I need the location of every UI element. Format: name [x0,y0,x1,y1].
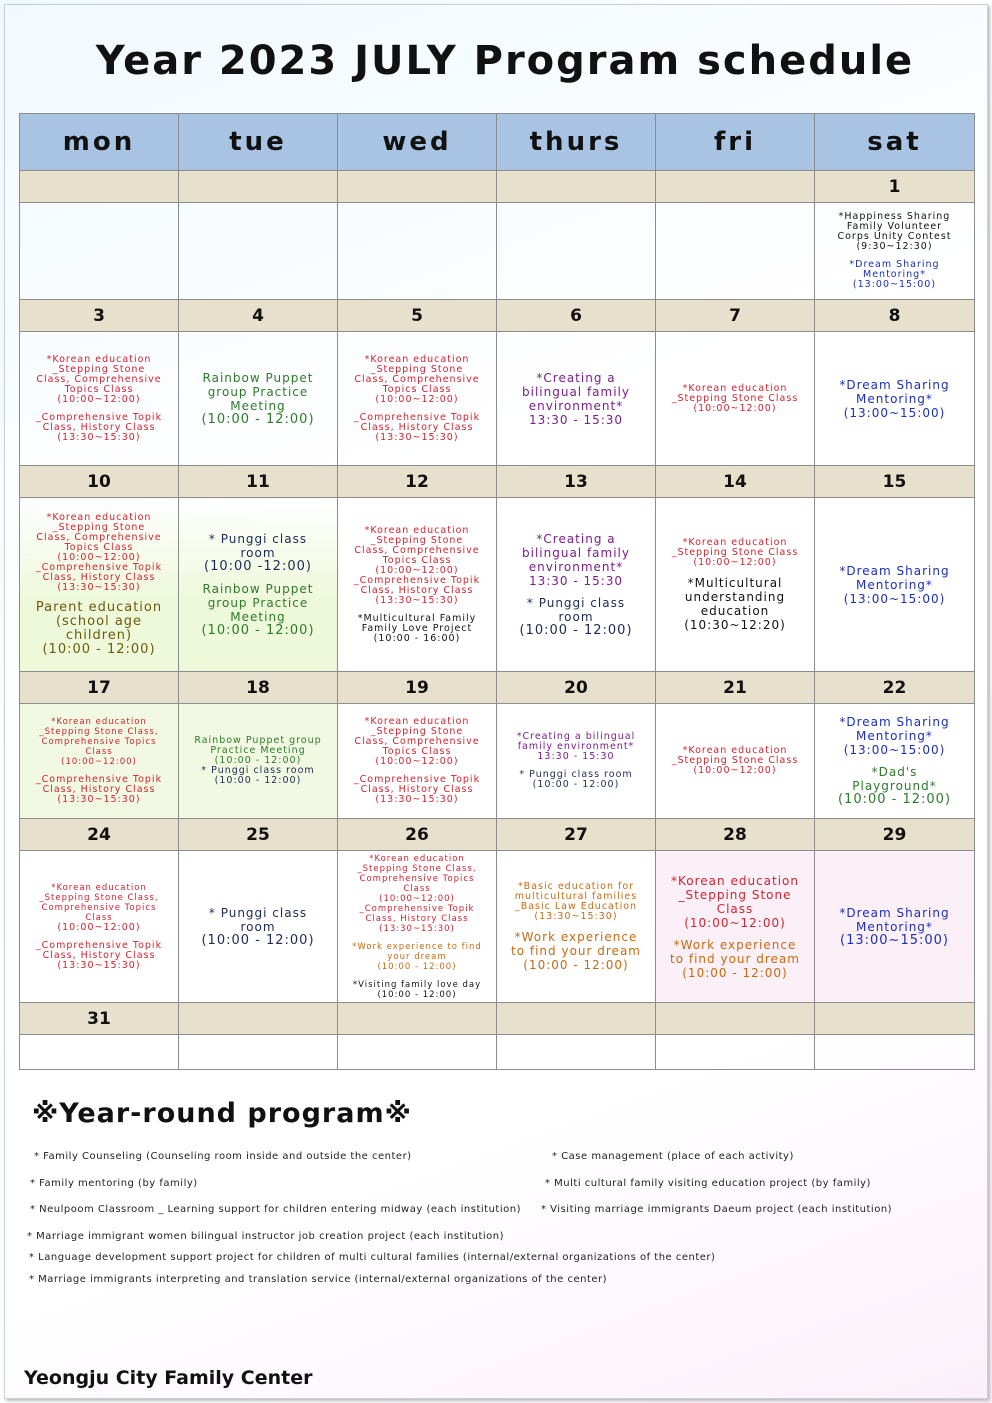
spacer [497,922,655,930]
date-number [497,1003,656,1035]
event-line: _Comprehensive Topik [35,939,163,951]
event-line: (13:30~15:30) [57,794,141,805]
event-line: Class [403,883,431,894]
event-line: Class [85,747,113,757]
date-number [338,171,497,203]
event-line: Class, Comprehensive [354,373,480,385]
event-line: *Dream Sharing [839,377,950,392]
date-number-row [20,1003,975,1035]
date-number [179,171,338,203]
event-line: (10:00~12:00) [375,564,459,576]
event-line: *Creating a [536,531,616,546]
event-line: (10:00 - 12:00) [214,755,302,766]
date-number: 10 [20,466,179,498]
spacer [338,934,496,942]
year-round-item: * Family mentoring (by family) [30,1178,198,1189]
day-cell [20,203,179,300]
event-line: (10:00 - 12:00) [42,641,156,657]
event-line: Meeting [230,398,286,413]
day-cell [179,332,338,466]
event-line: * Punggi class [526,595,626,610]
day-cell [20,1035,179,1070]
event-line: (10:00 - 12:00) [201,932,315,948]
event-line: group Practice [207,595,309,610]
event-line: (10:00 - 12:00) [837,792,952,807]
event-line: Practice Meeting [210,745,306,756]
event-line: _Stepping Stone [370,726,464,737]
event-line: *Happiness Sharing [838,211,951,222]
spacer [497,588,655,596]
day-cell [179,498,338,672]
event-line: 13:30 - 15:30 [528,573,624,588]
event-line: *Basic education for [517,880,635,892]
event-line: (13:00~15:00) [843,405,946,420]
event-line: Playground* [852,779,937,793]
event-line: 13:30 - 15:30 [528,412,624,427]
date-number: 27 [497,819,656,851]
events-row [20,851,975,1003]
event-line: room [240,919,276,934]
date-number [20,171,179,203]
event-line: Rainbow Puppet [202,370,314,385]
day-cell [497,1035,656,1070]
event-line: Family Volunteer [846,221,943,232]
event-line: (13:30~15:30) [375,794,459,805]
date-number: 21 [656,672,815,704]
event-line: (10:30~12:20) [684,617,786,632]
event-line: Mentoring* [856,729,933,743]
day-cell [20,704,179,819]
event-line: _Stepping Stone Class [671,755,799,766]
event-line: Comprehensive Topics [41,902,157,913]
date-number: 25 [179,819,338,851]
event-line: (10:00 - 12:00) [377,961,457,972]
event-line: environment* [528,559,624,574]
event-line: (13:00~15:00) [840,932,949,948]
event-line: Family Love Project [361,622,473,634]
event-line: Class, Comprehensive [36,373,162,385]
event-line: (10:00~12:00) [375,756,459,767]
weekday-sat: sat [815,114,975,171]
event-line: Class, History Class [42,571,156,583]
day-cell [179,851,338,1003]
date-number-row [20,300,975,332]
day-cell [497,704,656,819]
event-line: _Stepping Stone Class, [39,892,159,903]
event-line: family environment* [517,741,635,752]
event-line: Mentoring* [856,577,933,592]
day-cell [656,498,815,672]
event-line: *Korean education [682,536,788,548]
date-number: 14 [656,466,815,498]
date-number: 20 [497,672,656,704]
day-cell [815,332,975,466]
event-line: children) [65,627,133,643]
day-cell [497,498,656,672]
day-cell [179,1035,338,1070]
event-line: * Punggi class [208,531,308,546]
date-number: 6 [497,300,656,332]
event-line: (10:00 - 12:00) [523,957,629,972]
spacer [656,930,814,938]
event-line: *Visiting family love day [352,979,482,990]
event-line: Parent education [35,599,163,615]
event-line: (9:30~12:30) [856,241,933,252]
day-cell [179,203,338,300]
event-line: _Stepping Stone Class, [357,863,477,874]
event-line: Class, History Class [360,584,474,596]
event-line: _Stepping Stone [52,363,146,375]
event-line: Mentoring* [863,269,926,280]
event-line: *Korean education [682,745,788,756]
event-line: your dream [387,951,447,962]
spacer [656,568,814,576]
event-line: Class [716,901,754,916]
date-number: 11 [179,466,338,498]
event-line: (13:30~15:30) [57,581,141,593]
event-line: (13:30~15:30) [57,431,141,443]
event-line: (10:00~12:00) [61,757,137,767]
event-line: Mentoring* [856,391,933,406]
event-line: Class [85,912,113,923]
date-number-row [20,672,975,704]
day-cell [497,203,656,300]
event-line: _Comprehensive Topik [35,411,163,423]
year-round-item: * Marriage immigrants interpreting and translation service (internal/external organizations of the center) [29,1274,608,1285]
date-number [179,1003,338,1035]
year-round-item: * Family Counseling (Counseling room inside and outside the center) [34,1151,412,1162]
event-line: multicultural families [514,890,638,902]
date-number: 17 [20,672,179,704]
event-line: *Creating a bilingual [516,731,636,742]
year-round-item: * Case management (place of each activity) [552,1151,794,1162]
event-line: Topics Class [64,541,134,553]
day-cell [815,203,975,300]
date-number: 15 [815,466,975,498]
date-number [656,1003,815,1035]
year-round-title: ※Year-round program※ [32,1098,412,1129]
event-line: (10:00~12:00) [693,765,777,776]
date-number: 24 [20,819,179,851]
date-number: 1 [815,171,975,203]
date-number: 28 [656,819,815,851]
event-line: *Work experience [673,937,797,952]
event-line: Class, History Class [360,784,474,795]
event-line: to find your dream [511,943,641,958]
day-cell [20,851,179,1003]
event-line: _Stepping Stone [370,534,464,546]
page-title: Year 2023 JULY Program schedule [95,38,915,84]
year-round-item: * Language development support project for children of multi cultural families (internal/external organizations of the center) [29,1252,716,1263]
event-line: Topics Class [382,746,452,757]
date-number: 29 [815,819,975,851]
day-cell [815,851,975,1003]
event-line: Rainbow Puppet [202,581,314,596]
event-line: 13:30 - 15:30 [537,751,615,762]
event-line: Class, History Class [42,421,156,433]
date-number [338,1003,497,1035]
day-cell [815,1035,975,1070]
spacer [179,574,337,582]
event-line: *Korean education [51,882,147,893]
event-line: Topics Class [382,383,452,395]
event-line: (13:30~15:30) [375,431,459,443]
day-cell [20,332,179,466]
date-number: 8 [815,300,975,332]
date-number: 26 [338,819,497,851]
event-line: room [240,545,276,560]
date-number [497,171,656,203]
event-line: _Comprehensive Topik [35,774,163,785]
weekday-mon: mon [20,114,179,171]
weekday-fri: fri [656,114,815,171]
event-line: Class, History Class [360,421,474,433]
day-cell [338,1035,497,1070]
day-cell [497,851,656,1003]
date-number: 13 [497,466,656,498]
date-number: 12 [338,466,497,498]
event-line: _Comprehensive Topik [353,774,481,785]
date-number-row [20,171,975,203]
year-round-item: * Multi cultural family visiting education project (by family) [545,1178,871,1189]
day-cell [815,704,975,819]
year-round-item: * Visiting marriage immigrants Daeum project (each institution) [541,1204,893,1215]
event-line: *Work experience [514,929,638,944]
event-line: (10:00~12:00) [57,551,141,563]
day-cell [497,332,656,466]
event-line: Topics Class [382,554,452,566]
event-line: *Korean education [51,717,147,727]
event-line: *Korean education [369,853,465,864]
day-cell [815,498,975,672]
event-line: _Stepping Stone Class, [39,727,159,737]
day-cell [338,332,497,466]
event-line: Class, Comprehensive [354,544,480,556]
weekday-tue: tue [179,114,338,171]
event-line: (10:00~12:00) [379,893,455,904]
day-cell [338,704,497,819]
event-line: * Punggi class room [201,765,315,776]
event-line: *Work experience to find [352,941,482,952]
event-line: (10:00 - 12:00) [519,622,633,638]
date-number: 31 [20,1003,179,1035]
day-cell [656,851,815,1003]
date-number: 5 [338,300,497,332]
event-line: bilingual family [522,384,630,399]
event-line: _Comprehensive Topik [359,903,475,914]
event-line: Comprehensive Topics [359,873,475,884]
day-cell [656,1035,815,1070]
spacer [338,972,496,980]
event-line: Corps Unity Contest [837,231,952,242]
event-line: (13:30~15:30) [375,594,459,606]
events-row [20,498,975,672]
event-line: (10:00 - 12:00) [214,775,302,786]
date-number-row [20,466,975,498]
event-line: _Stepping Stone [370,363,464,375]
event-line: (13:30~15:30) [379,923,455,934]
weekday-header-row [20,114,975,171]
event-line: Class, History Class [42,949,156,961]
event-line: Meeting [230,609,286,624]
event-line: (10:00~12:00) [693,556,777,568]
event-line: (10:00 - 12:00) [532,779,620,790]
event-line: *Korean education [364,524,470,536]
footer-organization: Yeongju City Family Center [24,1367,313,1389]
events-row [20,332,975,466]
weekday-thurs: thurs [497,114,656,171]
event-line: *Korean education [364,716,470,727]
day-cell [338,203,497,300]
day-cell [656,203,815,300]
event-line: *Creating a [536,370,616,385]
year-round-item: * Neulpoom Classroom _ Learning support for children entering midway (each institution) [30,1204,521,1215]
event-line: (10:00 -12:00) [204,558,312,574]
year-round-item: * Marriage immigrant women bilingual instructor job creation project (each institution) [27,1231,505,1242]
event-line: Mentoring* [856,919,933,934]
event-line: _Comprehensive Topik [35,561,163,573]
event-line: _Stepping Stone [678,887,792,902]
event-line: _Comprehensive Topik [353,411,481,423]
events-row [20,203,975,300]
event-line: *Korean education [46,511,152,523]
event-line: (13:00~15:00) [852,279,937,290]
event-line: room [558,609,594,624]
event-line: Class, History Class [365,913,469,924]
event-line: Class, Comprehensive [354,736,480,747]
date-number: 4 [179,300,338,332]
event-line: to find your dream [670,951,800,966]
event-line: Comprehensive Topics [41,737,157,747]
event-line: (10:00~12:00) [693,402,777,414]
event-line: *Dream Sharing [839,715,950,729]
date-number [815,1003,975,1035]
weekday-wed: wed [338,114,497,171]
events-row [20,704,975,819]
event-line: *Multicultural [687,575,783,590]
day-cell [338,498,497,672]
date-number: 22 [815,672,975,704]
day-cell [656,704,815,819]
day-cell [179,704,338,819]
event-line: group Practice [207,384,309,399]
day-cell [20,498,179,672]
event-line: *Korean education [364,353,470,365]
date-number: 3 [20,300,179,332]
event-line: Class, History Class [42,784,156,795]
spacer [815,757,974,765]
date-number: 7 [656,300,815,332]
event-line: (13:00~15:00) [843,591,946,606]
event-line: (13:30~15:30) [57,959,141,971]
event-line: _Stepping Stone Class [671,392,799,404]
events-row [20,1035,975,1070]
event-line: * Punggi class [208,905,308,920]
event-line: (school age [55,613,143,629]
event-line: Topics Class [64,383,134,395]
event-line: *Dream Sharing [839,905,950,920]
event-line: _Stepping Stone Class [671,546,799,558]
date-number: 19 [338,672,497,704]
event-line: *Multicultural Family [357,612,477,624]
day-cell [338,851,497,1003]
event-line: *Dream Sharing [839,563,950,578]
event-line: *Dream Sharing [849,259,940,270]
date-number [656,171,815,203]
event-line: Rainbow Puppet group [194,735,322,746]
event-line: (10:00~12:00) [684,915,786,930]
event-line: (10:00 - 12:00) [377,989,457,1000]
event-line: (10:00 - 16:00) [373,632,461,644]
event-line: *Korean education [671,873,799,888]
event-line: environment* [528,398,624,413]
event-line: *Korean education [46,353,152,365]
event-line: Class, Comprehensive [36,531,162,543]
event-line: (10:00~12:00) [57,921,141,933]
date-number-row [20,819,975,851]
event-line: understanding [684,589,786,604]
event-line: _Basic Law Education [514,900,638,912]
event-line: (10:00 - 12:00) [201,622,315,638]
event-line: education [700,603,770,618]
event-line: * Punggi class room [519,769,633,780]
event-line: bilingual family [522,545,630,560]
event-line: (10:00 - 12:00) [682,965,788,980]
event-line: (10:00~12:00) [375,393,459,405]
event-line: *Dad's [871,765,918,779]
day-cell [656,332,815,466]
event-line: _Stepping Stone [52,521,146,533]
date-number: 18 [179,672,338,704]
event-line: *Korean education [682,382,788,394]
event-line: (13:30~15:30) [534,910,618,922]
calendar-table [19,113,975,1070]
event-line: (13:00~15:00) [843,743,946,757]
event-line: (10:00~12:00) [57,393,141,405]
event-line: (10:00 - 12:00) [201,411,315,427]
event-line: _Comprehensive Topik [353,574,481,586]
